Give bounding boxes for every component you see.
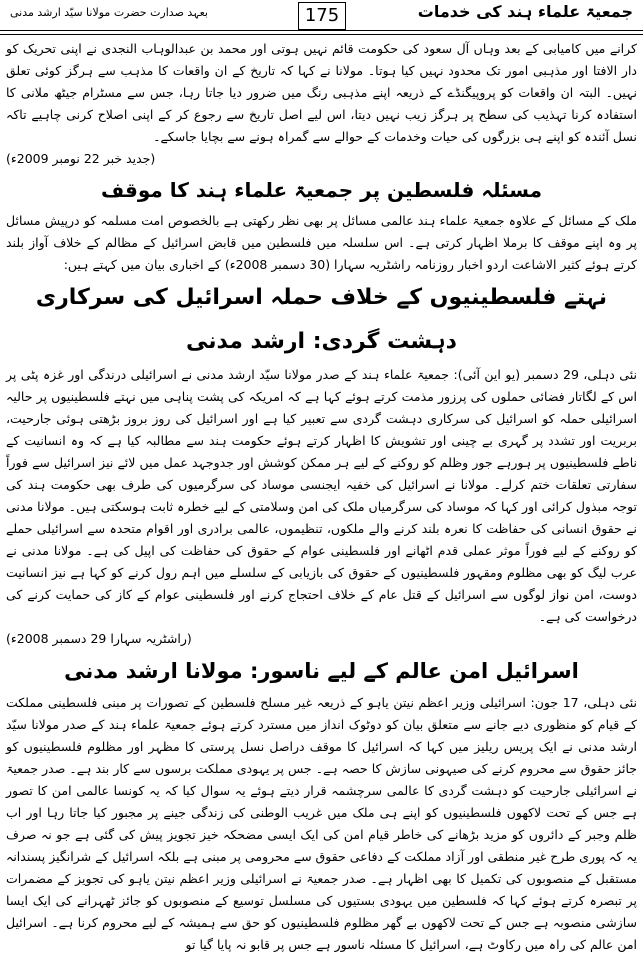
section1-heading: مسئلہ فلسطین پر جمعیۃ علماء ہند کا موقف: [100, 178, 543, 202]
page-number: 175: [298, 2, 346, 30]
page-body: [6, 38, 637, 956]
page-header: [0, 0, 643, 36]
header-rule-top: [0, 30, 643, 31]
section2-citation: (راشٹریہ سہارا 29 دسمبر 2008ء): [6, 631, 192, 646]
section1-paragraph: ملک کے مسائل کے علاوہ جمعیۃ علماء ہند عالمی مسائل پر بھی نظر رکھتی ہے بالخصوص امت مسلمہ کو درپیش مسائل پر وہ اپنے موقف کا برملا اظہار کرتی ہے۔ اس سلسلہ میں فلسطین میں قابض اسرائیل کے مظالم کے خلاف آواز بلند کرتے ہوئے کثیر الاشاعت اردو اخبار روزنامہ راشٹریہ سہارا (30 دسمبر 2008ء) کے اخباری بیان میں کہتے ہیں:: [6, 213, 637, 272]
intro-paragraph: [6, 38, 637, 170]
section3-heading: اسرائیل امن عالم کے لیے ناسور: مولانا ارشد مدنی: [64, 659, 579, 683]
section2-heading: نہتے فلسطینیوں کے خلاف حملہ اسرائیل کی سرکاری دہشت گردی: ارشد مدنی: [35, 285, 608, 354]
header-subtitle: بعہد صدارت حضرت مولانا سیّد ارشد مدنی: [10, 6, 208, 19]
header-rule-bottom: [0, 34, 643, 35]
intro-citation: (جدید خبر 22 نومبر 2009ء): [6, 151, 156, 166]
section2-text: نئی دہلی، 29 دسمبر (یو این آئی): جمعیۃ علماء ہند کے صدر مولانا سیّد ارشد مدنی نے اسرائیلی درندگی اور غزہ پٹی پر اس کے لگاتار فضائی حملوں کی پرزور مذمت کرتے ہوئے کہا ہے کہ امریکہ کی پشت پناہی میں نہتے فلسطینیوں پر حالیہ اسرائیلی حملہ کو اسرائیل کی سرکاری دہشت گردی سے تعبیر کیا ہے اور اسرائیل کی روز بروز بڑھتی ہوئی جارحیت، بربریت اور تشدد پر گہری بے چینی اور تشویش کا اظہار کرتے ہوئے حکومت ہند سے مطالبہ کیا ہے کہ وہ انسانیت کے ناطے فلسطینیوں پر ہورہے جور وظلم کو روکنے کے لیے ہر ممکن کوشش اور جدوجہد عمل میں لائے نیز اسرائیل سے فوراً سفارتی تعلقات ختم کرلے۔ مولانا نے اسرائیل کی خفیہ ایجنسی موساد کی سرگرمیوں کی طرف بھی حکومت ہند کی توجہ مبذول کرائی اور کہا کہ موساد کی سرگرمیاں ملک کی امن وسلامتی کے لیے خطرہ ثابت ہوسکتی ہیں۔ مولانا مدنی نے حقوق انسانی کی حفاظت کا نعرہ بلند کرنے والے ملکوں، تنظیموں، عالمی برادری اور اقوام متحدہ سے اسرائیلی حملے کو روکنے کے لیے فوراً موثر عملی قدم اٹھانے اور فلسطینی عوام کے حقوق کی حفاظت کی اپیل کی ہے۔ مولانا مدنی نے عرب لیگ کو بھی مظلوم ومقہور فلسطینیوں کے حقوق کی بازیابی کے سلسلے میں اہم رول کرنے کو کہا ہے نیز انسانیت دوست، امن نواز لوگوں سے اسرائیل کے قتل عام کے خلاف احتجاج کرنے اور فلسطینی عوام کے کاز کی حمایت کرنے کی درخواست کی ہے۔: [6, 367, 637, 624]
section2-paragraph: [6, 364, 637, 650]
section3-paragraph: نئی دہلی، 17 جون: اسرائیلی وزیر اعظم نیتن یاہو کے ذریعہ غیر مسلح فلسطین کے تصورات پر مبنی فلسطینی مملکت کے قیام کو منظوری دیے جانے سے متعلق بیان کو دوٹوک انداز میں مسترد کرتے ہوئے جمعیۃ علماء ہند کے صدر مولانا سیّد ارشد مدنی نے ایک پریس ریلیز میں کہا کہ اسرائیل کا موقف دراصل نسل پرستی کا مظہر اور مظلوم فلسطینیوں کو جائز حقوق سے محروم کرنے کی صیہونی سازش کا حصہ ہے۔ جس پر یہودی مملکت برسوں سے کار بند ہے۔ صدر جمعیۃ نے اسرائیلی جارحیت کو دہشت گردی کا عالمی سرچشمہ قرار دیتے ہوئے یہ سوال کیا کہ یہ کونسا عالمی امن کا تصور ہے جس کے تحت لاکھوں فلسطینیوں کو اپنے ہی ملک میں غریب الوطنی کی زندگی جینے پر مجبور کیا جاتا رہا اور اب ظلم وجبر کے دائروں کو مزید بڑھانے کی خاطر قیام امن کی ایک ایسی مضحکہ خیز تجویز پیش کی گئی ہے جو نہ صرف یہ کہ پوری طرح غیر منطقی اور آزاد مملکت کے دفاعی حقوق سے محرومی پر مبنی ہے بلکہ اسرائیل کے شرانگیز پسندانہ مستقبل کے منصوبوں کی تکمیل کا بھی اظہار ہے۔ صدر جمعیۃ نے اسرائیلی وزیر اعظم نیتن یاہو کی تجویز کے مضمرات پر تبصرہ کرتے ہوئے کہا کہ فلسطین میں یہودی بستیوں کی مسلسل توسیع کے منصوبوں کو جائز ٹھہرانے کی ایک ایسا سازشی منصوبہ ہے جس کے تحت لاکھوں بے گھر مظلوم فلسطینیوں کو حق سے ہمیشہ کے لیے محروم کرنا ہے۔ اسرائیل امن عالم کی راہ میں رکاوٹ ہے، اسرائیل کا مسئلہ ناسور ہے جس پر قابو نہ پایا گیا تو: [6, 695, 637, 952]
header-title: جمعیۃ علماء ہند کی خدمات: [417, 2, 633, 21]
intro-text: کرانے میں کامیابی کے بعد وہاں آل سعود کی حکومت قائم نہیں ہوتی اور محمد بن عبدالوہاب النجدی نے اپنی تحریک کو دار الافتا اور مذہبی امور تک محدود نہیں کیا ہوتا۔ مولانا نے کہا کہ تاریخ کے ان واقعات کا مذہب سے ہرگز کوئی تعلق نہیں۔ البتہ ان واقعات کو پروپیگنڈے کے ذریعہ اپنے مذہبی رنگ میں ضرور دیا جاتا رہا، جس سے مسٹرام جیٹھ ملانی کا استفادہ کرنا تہذیب کی سطح پر ہرگز زیب نہیں دیتا، اس لیے اصل تاریخ سے رجوع کر کے اپنی اصلاح کرنی چاہیے تاکہ نسل آئندہ کو اپنے ہی بزرگوں کی حیات وخدمات کے حوالے سے گمراہ ہونے سے بچایا جاسکے۔: [6, 41, 637, 144]
